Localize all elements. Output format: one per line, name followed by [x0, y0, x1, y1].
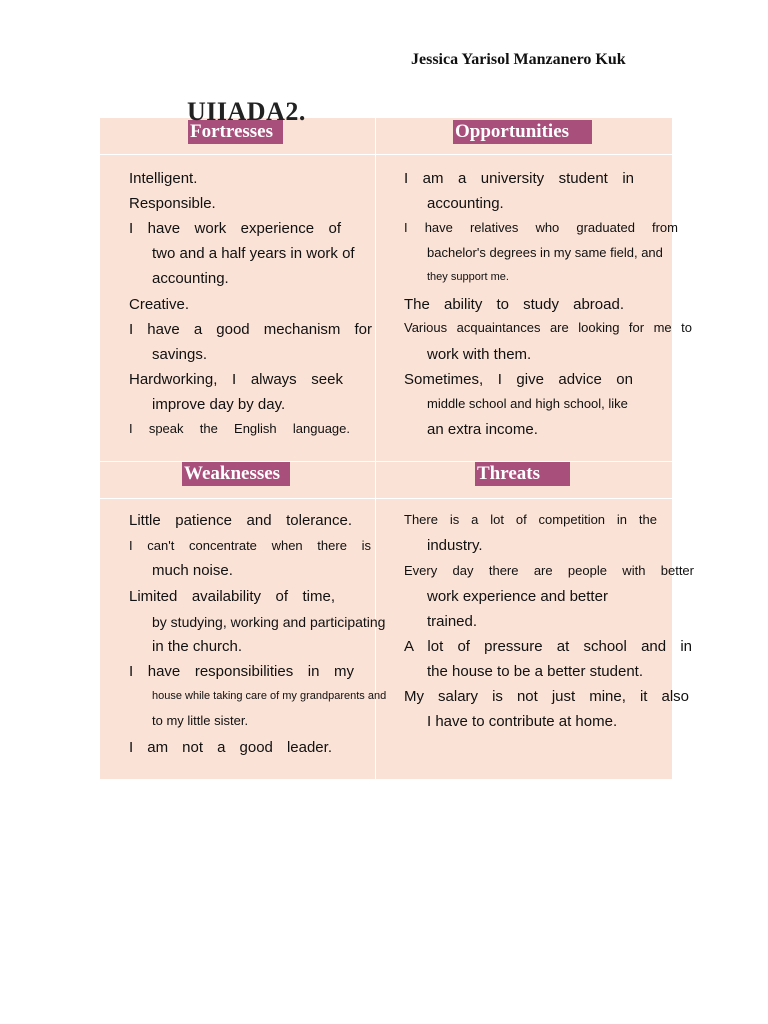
swot-table [100, 118, 694, 779]
strength-line: Intelligent. [129, 170, 198, 187]
weakness-line: house while taking care of my grandparents and [152, 690, 387, 702]
strength-line: I have a good mechanism for [129, 321, 372, 338]
threats-heading: Threats [475, 462, 570, 486]
threat-line: the house to be a better student. [427, 663, 643, 680]
strength-line: I speak the English language. [129, 421, 350, 436]
opportunity-line: bachelor's degrees in my same field, and [427, 245, 663, 260]
strength-line: two and a half years in work of [152, 245, 355, 262]
strength-line: Responsible. [129, 195, 216, 212]
page-title: UIIADA2. [187, 97, 306, 126]
opportunity-line: I have relatives who graduated from [404, 220, 678, 235]
author-name: Jessica Yarisol Manzanero Kuk [411, 51, 626, 68]
column-divider [375, 118, 376, 779]
row-divider [100, 498, 672, 499]
weaknesses-heading: Weaknesses [182, 462, 290, 486]
opportunity-line: they support me. [427, 271, 509, 283]
threat-line: My salary is not just mine, it also [404, 688, 689, 705]
threat-line: industry. [427, 537, 483, 554]
weakness-line: Little patience and tolerance. [129, 512, 352, 529]
row-divider [100, 154, 672, 155]
strength-line: improve day by day. [152, 396, 286, 413]
weakness-line: in the church. [152, 638, 243, 655]
opportunities-heading: Opportunities [453, 120, 592, 144]
strength-line: Hardworking, I always seek [129, 371, 343, 388]
threat-line: work experience and better [427, 588, 608, 605]
weakness-line: to my little sister. [152, 713, 249, 728]
weakness-line: I am not a good leader. [129, 739, 332, 756]
weakness-line: Limited availability of time, [129, 588, 335, 605]
weakness-line: I can't concentrate when there is [129, 538, 371, 553]
weakness-line: I have responsibilities in my [129, 663, 354, 680]
threat-line: A lot of pressure at school and in [404, 638, 692, 655]
threat-line: trained. [427, 613, 478, 630]
opportunity-line: Various acquaintances are looking for me to [404, 320, 692, 335]
weakness-line: by studying, working and participating [152, 614, 386, 630]
opportunity-line: an extra income. [427, 421, 538, 438]
opportunity-line: Sometimes, I give advice on [404, 371, 633, 388]
opportunity-line: work with them. [427, 346, 532, 363]
opportunity-line: middle school and high school, like [427, 396, 628, 411]
strength-line: Creative. [129, 296, 190, 313]
strength-line: accounting. [152, 270, 229, 287]
opportunity-line: I am a university student in [404, 170, 634, 187]
opportunity-line: accounting. [427, 195, 504, 212]
weakness-line: much noise. [152, 562, 233, 579]
strengths-heading: Fortresses [188, 120, 283, 144]
strength-line: savings. [152, 346, 208, 363]
strength-line: I have work experience of [129, 220, 341, 237]
threat-line: Every day there are people with better [404, 563, 694, 578]
opportunity-line: The ability to study abroad. [404, 296, 624, 313]
threat-line: There is a lot of competition in the [404, 512, 657, 527]
threat-line: I have to contribute at home. [427, 713, 618, 730]
